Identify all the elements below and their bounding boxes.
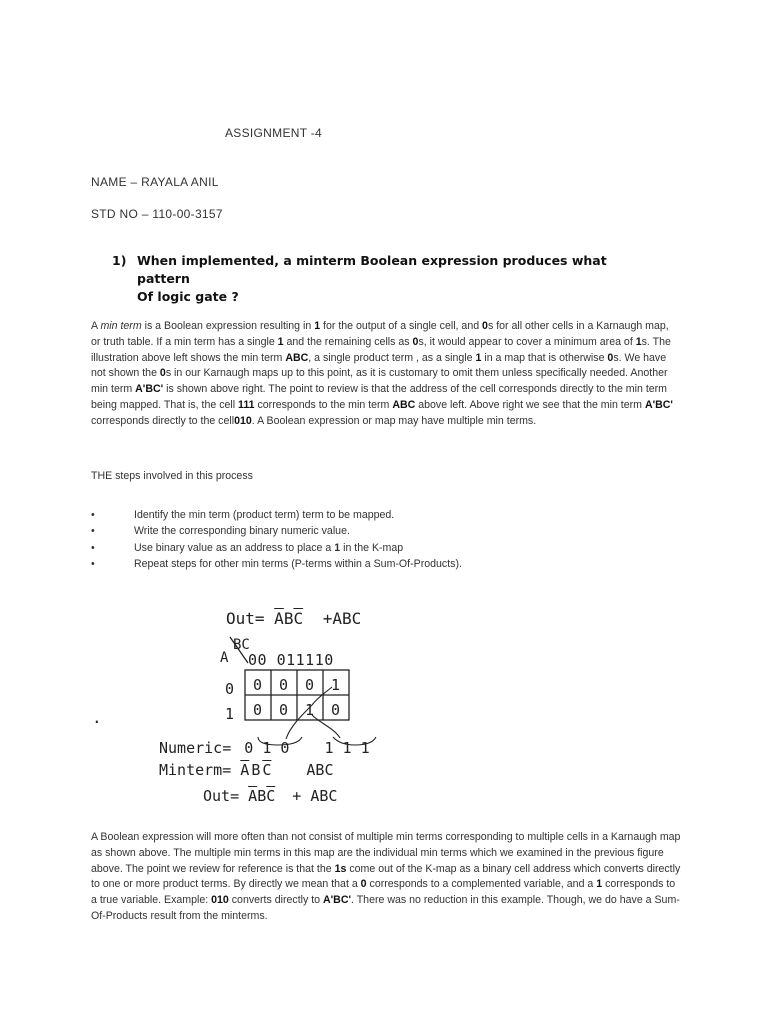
q02: 1s — [334, 862, 347, 875]
cell-r1-c0: 0 — [253, 701, 263, 719]
list-item: • Identify the min term (product term) term to be mapped. — [91, 507, 651, 523]
q05: corresponds to a complemented variable, and a — [366, 878, 597, 891]
bullet-icon: • — [91, 509, 95, 521]
list-item: • Write the corresponding binary numeric value. — [91, 523, 651, 539]
p08: 1 — [277, 335, 284, 348]
p28: A'BC' — [644, 398, 673, 411]
out-top-c: $\overline{C}$ — [293, 609, 304, 628]
cell-r1-c3: 0 — [331, 701, 341, 719]
p27: above left. Above right we see that the min term — [415, 398, 645, 411]
numeric-right: 1 1 1 — [324, 739, 370, 757]
p13: s. The illustration above left shows the min term — [91, 335, 671, 364]
p03: is a Boolean expression resulting in — [141, 320, 315, 332]
numeric-left: 0 1 0 — [244, 739, 290, 757]
minterm-c: $\overline{C}$ — [262, 761, 272, 779]
out-bottom-rest: + ABC — [292, 787, 338, 805]
p22: A'BC' — [135, 383, 164, 396]
list-item: • Repeat steps for other min terms (P-terms within a Sum-Of-Products). — [91, 556, 651, 572]
p07: s for all other cells in a Karnaugh map, or truth table. If a min term has a single — [91, 320, 669, 348]
cell-r0-c2: 0 — [305, 676, 315, 694]
q10: A'BC' — [323, 894, 352, 907]
out-bottom-a: $\overline{A}$ — [248, 787, 258, 805]
steps-heading: THE steps involved in this process — [91, 470, 253, 482]
p21: s in our Karnaugh maps up to this point, as it is customary to omit them unless specifically needed. Another min term — [91, 367, 668, 396]
q03: come out of the K-map as a binary cell address which converts directly to one or more product terms. By directly we mean that a — [91, 862, 681, 891]
bullet-icon: • — [91, 558, 95, 571]
q09: converts directly to — [228, 894, 324, 907]
out-bottom-label: Out= — [203, 787, 240, 805]
assignment-title: ASSIGNMENT -4 — [225, 126, 323, 140]
out-bottom-c: $\overline{C}$ — [266, 787, 276, 805]
cell-r0-c3: 1 — [331, 676, 341, 694]
cell-r1-c1: 0 — [279, 701, 289, 719]
p18: 0 — [607, 351, 614, 364]
bc-label: BC — [233, 637, 250, 653]
p05: for the output of a single cell, and — [320, 320, 483, 332]
minterm-right: ABC — [306, 761, 334, 779]
row-label-1: 1 — [225, 705, 235, 723]
cell-r1-c2: 1 — [305, 701, 315, 719]
list-item: • Use binary value as an address to place a 1 in the K-map — [91, 540, 651, 556]
student-name: NAME – RAYALA ANIL — [91, 175, 219, 189]
q01: A Boolean expression will more often than not consist of multiple min terms corresponding to multiple cells in a Karnaugh map as shown above. The multiple min terms in this map are the individual min terms which we examined in the previous figure above. The point we review for reference is that the — [91, 831, 681, 875]
p19: s. We have not shown the — [91, 351, 667, 380]
p04: 1 — [314, 320, 321, 332]
p26: ABC — [392, 398, 416, 411]
p01: A — [91, 320, 101, 332]
out-bottom-b: B — [257, 787, 267, 805]
q04: 0 — [360, 878, 367, 891]
bullet-icon: • — [91, 541, 95, 554]
kmap-lines — [150, 605, 450, 810]
kmap-figure — [150, 605, 450, 810]
p20: 0 — [159, 367, 166, 380]
row-label-0: 0 — [225, 680, 235, 698]
p30: 010 — [234, 414, 252, 427]
p23: is shown above right. The point to review is that the address of the cell corresponds directly to the min term being mapped. That is, the cell — [91, 383, 668, 411]
numeric-row — [159, 739, 370, 757]
q11: . There was no reduction in this example. Though, we do have a Sum-Of-Products result from the minterms. — [91, 894, 680, 922]
question-text — [137, 252, 607, 306]
minterm-paragraph — [91, 319, 681, 430]
bullet-icon: • — [91, 525, 95, 538]
q06: 1 — [596, 878, 603, 891]
p29: corresponds directly to the cell — [91, 414, 235, 427]
numeric-label: Numeric= — [159, 739, 232, 757]
output-expression-top — [226, 609, 361, 628]
p25: corresponds to the min term — [254, 398, 393, 411]
p24: 111 — [238, 398, 255, 411]
p10: 0 — [412, 335, 419, 348]
p17: in a map that is otherwise — [481, 351, 608, 364]
cell-r0-c1: 0 — [279, 676, 289, 694]
question-line-1: When implemented, a minterm Boolean expression produces what pattern — [137, 253, 607, 286]
a-label: A — [220, 650, 229, 666]
minterm-b: B — [251, 761, 261, 779]
p31: . A Boolean expression or map may have multiple min terms. — [251, 414, 537, 427]
minterm-a: $\overline{A}$ — [240, 761, 250, 779]
minterm-row — [159, 761, 334, 779]
p14: ABC — [285, 351, 309, 364]
p15: , a single product term , as a single — [308, 351, 476, 364]
out-top-a: $\overline{A}$ — [274, 609, 284, 628]
output-expression-bottom — [203, 787, 337, 805]
steps-list — [91, 507, 651, 573]
summary-paragraph — [91, 830, 681, 925]
column-headers: 00 011110 — [248, 651, 334, 669]
out-top-b: B — [283, 609, 294, 628]
question-line-2: Of logic gate ? — [137, 289, 239, 304]
cell-r0-c0: 0 — [253, 676, 263, 694]
out-top-label: Out= — [226, 609, 265, 628]
q07: corresponds to a true variable. Example: — [91, 878, 676, 907]
p11: s, it would appear to cover a minimum area of — [418, 335, 636, 348]
q08: 010 — [211, 894, 229, 907]
question-number: 1) — [112, 253, 127, 268]
p16: 1 — [475, 351, 482, 364]
p12: 1 — [635, 335, 642, 348]
p06: 0 — [482, 320, 488, 332]
minterm-label: Minterm= — [159, 761, 232, 779]
p02: min term — [100, 320, 142, 332]
out-top-rest: +ABC — [322, 609, 362, 628]
stray-dot: . — [92, 708, 102, 727]
student-number: STD NO – 110-00-3157 — [91, 207, 223, 221]
p09: and the remaining cells as — [283, 335, 413, 348]
